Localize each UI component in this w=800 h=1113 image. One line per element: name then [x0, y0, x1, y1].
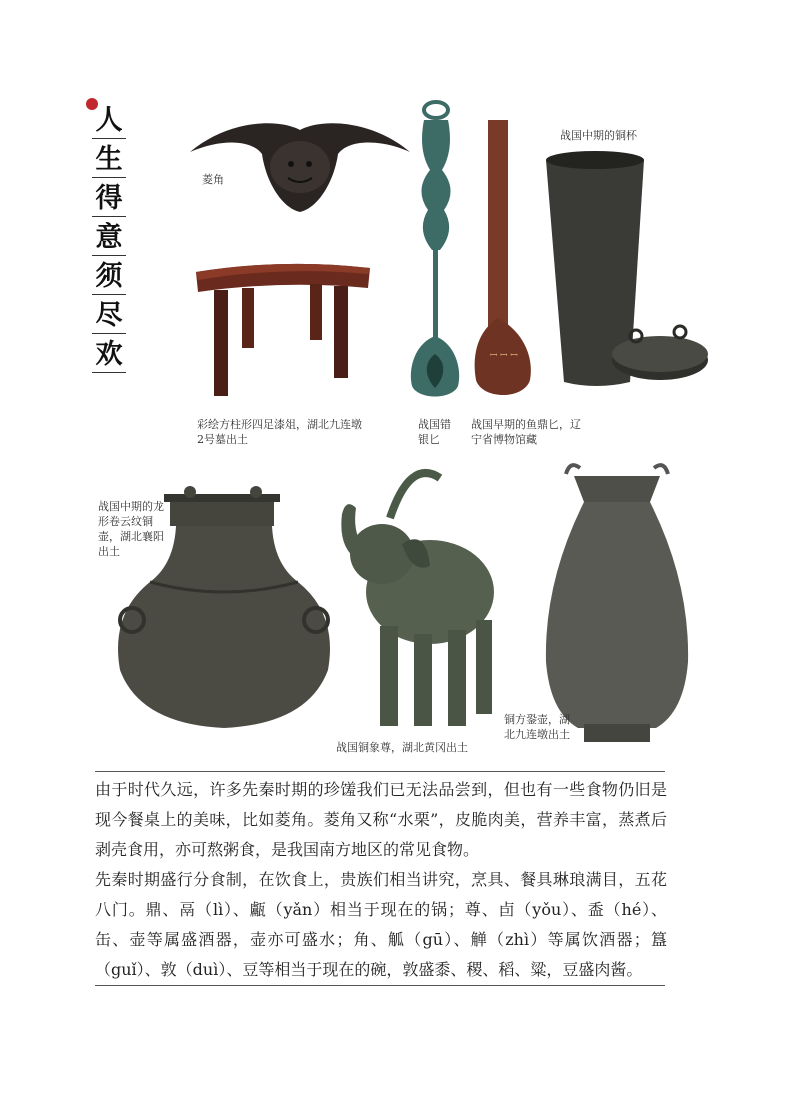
svg-text:ꟷ ꟷ ꟷ: ꟷ ꟷ ꟷ [490, 351, 518, 361]
caption-square-hu: 铜方銎壶，湖北九连墩出土 [504, 713, 570, 741]
elephant-zun-image [330, 458, 502, 734]
bottom-rule [95, 985, 665, 986]
title-char: 人 [92, 104, 126, 139]
title-char: 须 [92, 260, 126, 295]
title-char: 得 [92, 182, 126, 217]
silver-inlaid-spoon-image [406, 100, 464, 405]
caption-lacquer-stool: 彩绘方柱形四足漆俎，湖北九连墩2号墓出土 [197, 418, 362, 446]
caption-elephant-zun: 战国铜象尊，湖北黄冈出土 [336, 741, 468, 754]
title-char: 欢 [92, 338, 126, 373]
lacquer-stool-image [192, 258, 374, 400]
caption-dragon-hu: 战国中期的龙形卷云纹铜壶，湖北襄阳出土 [98, 500, 164, 558]
body-paragraph-2: 先秦时期盛行分食制，在饮食上，贵族们相当讲究，烹具、餐具琳琅满目，五花八门。鼎、鬲（lì）、甗（yǎn）相当于现在的锅；尊、卣（yǒu）、盉（hé）、缶、壶等属盛酒器，壶亦可盛水；角、觚（gū）、觯（zhì）等属饮酒器；簋（guǐ）、敦（duì）、豆等相当于现在的碗，敦盛黍、稷、稻、粱，豆盛肉酱。 [95, 870, 667, 979]
fish-ding-spoon-image [470, 118, 536, 404]
dragon-hu-image [110, 484, 338, 730]
square-hu-image [540, 462, 694, 744]
caption-silver-spoon: 战国错银匕 [418, 418, 451, 446]
top-rule [95, 771, 665, 772]
title-char: 尽 [92, 299, 126, 334]
vertical-title [92, 104, 126, 377]
caption-bronze-cup: 战国中期的铜杯 [560, 129, 637, 142]
caption-fish-spoon: 战国早期的鱼鼎匕，辽宁省博物馆藏 [471, 418, 581, 446]
bronze-cup-image [540, 150, 712, 390]
body-paragraph-1: 由于时代久远，许多先秦时期的珍馐我们已无法品尝到，但也有一些食物仍旧是现今餐桌上的美味，比如菱角。菱角又称“水栗”，皮脆肉美，营养丰富，蒸煮后剥壳食用，亦可熬粥食，是我国南方地区的常见食物。 [95, 780, 667, 859]
title-char: 生 [92, 143, 126, 178]
water-chestnut-image [188, 112, 413, 217]
title-char: 意 [92, 221, 126, 256]
caption-water-chestnut: 菱角 [202, 173, 224, 186]
body-text [95, 775, 667, 985]
